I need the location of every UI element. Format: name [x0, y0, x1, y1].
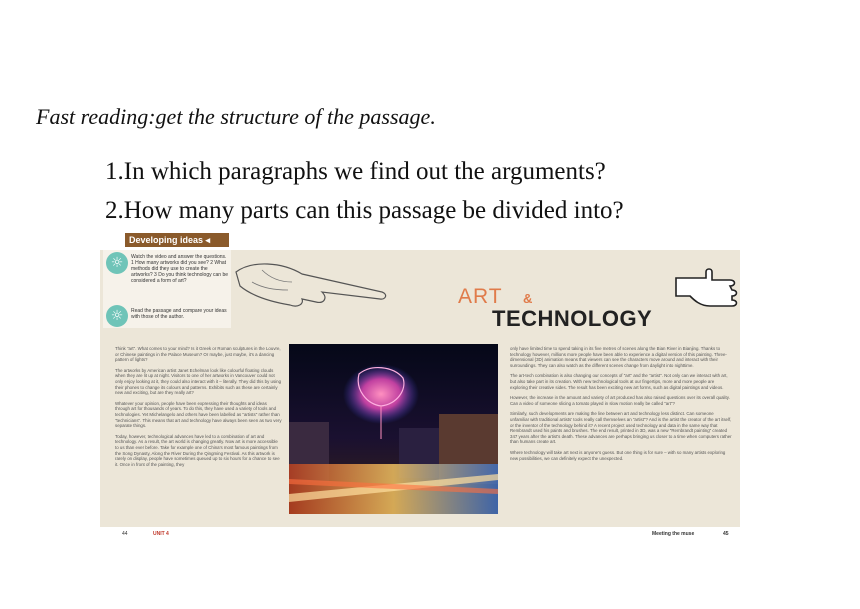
task-1-text: Watch the video and answer the questions. 1 How many artworks did you see? 2 What methods did they use to create the artworks? 3 Do you think technology can be considered a form of art? [131, 254, 228, 284]
paragraph: The artworks by American artist Janet Echelman look like colourful floating clouds when they are lit up at night. Visitors to one of her artworks in Vancouver could not only enjoy looking at it, they could also interact with it – literally. They did this by using their phones to change its colours and patterns. Exhibits such as these are certainly new and exciting, but are they really art? [115, 367, 282, 396]
paragraph: Similarly, such developments are making the line between art and technology less distinct. Can someone unfamiliar with traditional artists' tools really call themselves an "artist"? And is the artist the creator of the art itself, or the inventor of the technology behind it? A recent project used technology and data in the same way that Rembrandt used his paints and brushes. The end result, printed in 3D, was a new "Rembrandt painting" created 347 years after the artist's death. These advances are perhaps bringing us closer to a time when computers rather than humans create art. [510, 411, 732, 445]
paragraph: However, the increase in the amount and variety of art produced has also raised questions over its overall quality. Can a video of someone slicing a tomato played in slow motion really be called "art"? [510, 395, 730, 406]
paragraph: The art-tech combination is also changing our concepts of "art" and the "artist". Not only can we interact with art, but also take part in its creation. With new technological tools at our fingertips, more and more people are exploring their creative sides. The result has been exciting new art forms, such as digital paintings and videos. [510, 373, 728, 390]
section-tag: Developing ideas ◂ [125, 233, 229, 247]
left-page-number: 44 [122, 531, 128, 537]
question-1: 1.In which paragraphs we find out the arguments? [105, 158, 606, 185]
paragraph: Think "art". What comes to your mind? Is it Greek or Roman sculptures in the Louvre, or Chinese paintings in the Palace Museum? Or maybe, just maybe, it's a dancing pattern of lights? [115, 346, 281, 363]
right-running-title: Meeting the muse [652, 531, 695, 537]
left-column-text [115, 346, 282, 472]
paragraph: only have limited time to spend taking in its five metres of scenes along the Bian River in Bianjing. Thanks to technology however, millions more people have been able to experience a digital version of this painting. Three-dimensional (3D) animation means that viewers can see the characters move around and interact with their surroundings. They can also watch as the different scenes change from daylight into nighttime. [510, 346, 727, 368]
slide-heading: Fast reading:get the structure of the passage. [36, 104, 436, 129]
paragraph: Whatever your opinion, people have been expressing their thoughts and ideas through art for thousands of years. To do this, they have used a variety of tools and technologies. Yet Michelangelo and others have been labelled as "artists" rather than "technicians". This means that art and technology have always been seen as two very separate things. [115, 400, 282, 429]
city-light-art-photo [289, 344, 498, 514]
lightbulb-icon: ☼ [106, 252, 128, 274]
title-technology: TECHNOLOGY [492, 306, 653, 331]
task-2-text: Read the passage and compare your ideas with those of the author. [131, 308, 227, 320]
paragraph: Where technology will take art next is anyone's guess. But one thing is for sure – with so many artists exploring new possibilities, we can definitely expect the unexpected. [510, 449, 726, 461]
pointing-hand-illustration [232, 252, 392, 312]
cursor-hand-illustration [670, 266, 750, 316]
right-column-text [510, 346, 732, 466]
question-2: 2.How many parts can this passage be divided into? [105, 197, 624, 224]
paragraph: Today, however, technological advances have led to a combination of art and technology. As a result, the art world is changing greatly. Now art is more accessible to us than ever before. Take for example one of China's most famous paintings from the Song Dynasty, Along the River During the Qingming Festival. As this artwork is rarely on display, people have sometimes queued up to six hours for a chance to see it. Once in front of the painting, they [115, 433, 280, 467]
title-art: ART [458, 285, 503, 308]
title-ampersand: & [523, 291, 533, 306]
lightbulb-icon: ☼ [106, 305, 128, 327]
right-page-number: 45 [723, 531, 729, 537]
left-unit-label: UNIT 4 [153, 531, 169, 537]
